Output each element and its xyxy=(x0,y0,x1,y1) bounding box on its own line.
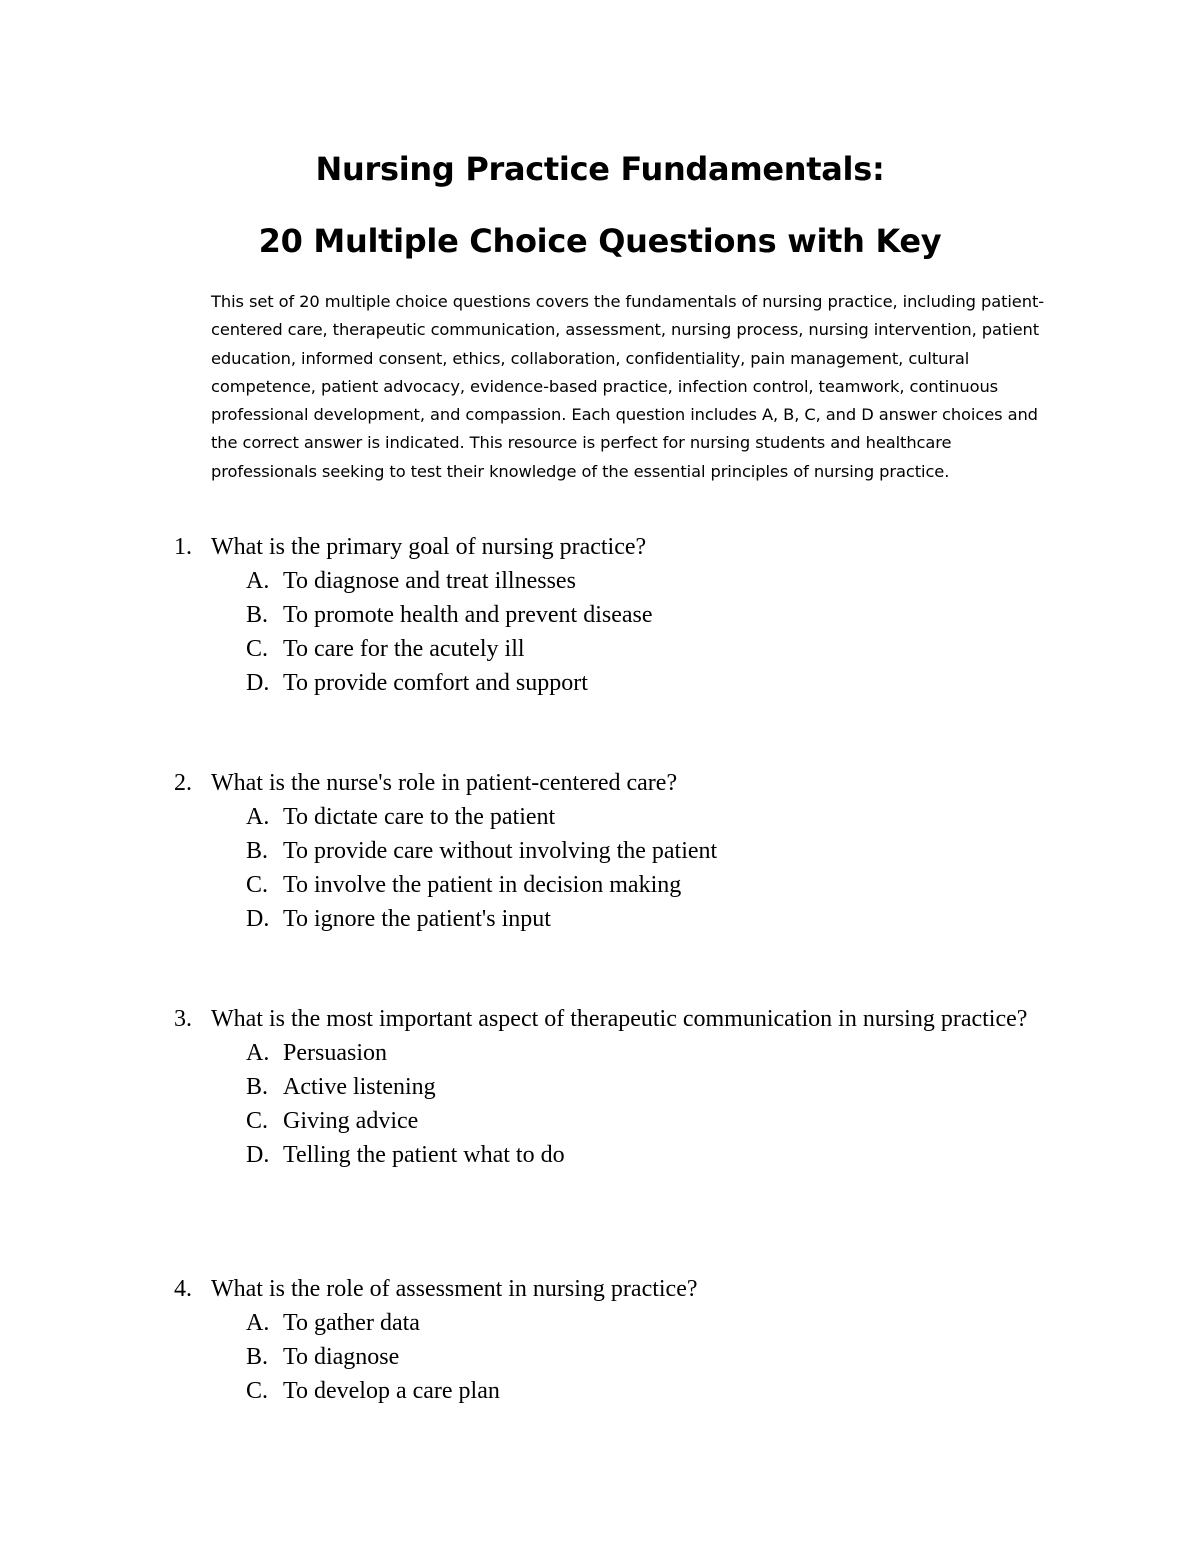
option-letter: B. xyxy=(246,1074,269,1100)
option-c xyxy=(0,1104,1200,1138)
option-letter: D. xyxy=(246,906,270,932)
option-c xyxy=(0,868,1200,902)
question-number: 1. xyxy=(174,534,192,560)
question-text: What is the nurse's role in patient-centered care? xyxy=(211,770,678,796)
option-text: Telling the patient what to do xyxy=(283,1142,565,1168)
option-text: To provide care without involving the patient xyxy=(283,838,718,864)
option-c xyxy=(0,632,1200,666)
option-text: Active listening xyxy=(283,1074,436,1100)
option-letter: D. xyxy=(246,670,270,696)
option-letter: A. xyxy=(246,1310,270,1336)
option-letter: D. xyxy=(246,1142,270,1168)
question-text: What is the most important aspect of therapeutic communication in nursing practice? xyxy=(211,1006,1028,1032)
question-1 xyxy=(0,530,1200,700)
option-text: Giving advice xyxy=(283,1108,419,1134)
question-number: 2. xyxy=(174,770,192,796)
page-title: Nursing Practice Fundamentals: xyxy=(315,150,885,188)
option-d xyxy=(0,1138,1200,1172)
question-text: What is the primary goal of nursing practice? xyxy=(211,534,647,560)
option-letter: A. xyxy=(246,1040,270,1066)
answer-options xyxy=(0,564,1200,700)
option-text: To diagnose xyxy=(283,1344,400,1370)
option-text: To promote health and prevent disease xyxy=(283,602,653,628)
option-a xyxy=(0,800,1200,834)
option-text: To dictate care to the patient xyxy=(283,804,556,830)
option-text: To ignore the patient's input xyxy=(283,906,551,932)
option-letter: C. xyxy=(246,1378,269,1404)
option-d xyxy=(0,902,1200,936)
option-d xyxy=(0,666,1200,700)
option-b xyxy=(0,1070,1200,1104)
option-letter: A. xyxy=(246,804,270,830)
option-text: To gather data xyxy=(283,1310,420,1336)
intro-paragraph: This set of 20 multiple choice questions covers the fundamentals of nursing practice, including patient-centered care, therapeutic communication, assessment, nursing process, nursing intervention, patient education, informed consent, ethics, collaboration, confidentiality, pain management, cultural competence, patient advocacy, evidence-based practice, infection control, teamwork, continuous professional development, and compassion. Each question includes A, B, C, and D answer choices and the correct answer is indicated. This resource is perfect for nursing students and healthcare professionals seeking to test their knowledge of the essential principles of nursing practice. xyxy=(211,292,1045,481)
option-c xyxy=(0,1374,1200,1408)
option-letter: A. xyxy=(246,568,270,594)
option-b xyxy=(0,834,1200,868)
option-letter: B. xyxy=(246,838,269,864)
option-letter: C. xyxy=(246,1108,269,1134)
option-b xyxy=(0,1340,1200,1374)
option-text: To care for the acutely ill xyxy=(283,636,525,662)
option-text: To develop a care plan xyxy=(283,1378,500,1404)
page-subtitle: 20 Multiple Choice Questions with Key xyxy=(258,222,942,260)
question-3 xyxy=(0,1002,1200,1172)
option-text: To provide comfort and support xyxy=(283,670,588,696)
question-number: 3. xyxy=(174,1006,192,1032)
answer-options xyxy=(0,1306,1200,1408)
answer-options xyxy=(0,800,1200,936)
option-a xyxy=(0,1036,1200,1070)
question-4 xyxy=(0,1272,1200,1408)
answer-options xyxy=(0,1036,1200,1172)
option-b xyxy=(0,598,1200,632)
option-letter: C. xyxy=(246,636,269,662)
option-letter: C. xyxy=(246,872,269,898)
question-text: What is the role of assessment in nursing practice? xyxy=(211,1276,698,1302)
option-letter: B. xyxy=(246,602,269,628)
question-2 xyxy=(0,766,1200,936)
option-a xyxy=(0,1306,1200,1340)
option-text: To diagnose and treat illnesses xyxy=(283,568,576,594)
option-a xyxy=(0,564,1200,598)
question-number: 4. xyxy=(174,1276,192,1302)
option-text: To involve the patient in decision making xyxy=(283,872,682,898)
option-letter: B. xyxy=(246,1344,269,1370)
option-text: Persuasion xyxy=(283,1040,387,1066)
